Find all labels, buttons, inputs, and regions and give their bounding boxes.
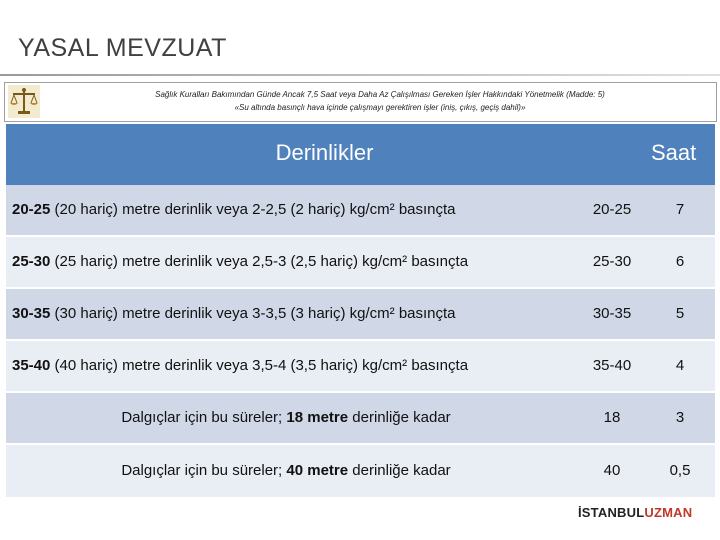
table-header <box>6 124 715 185</box>
header-depth: Derinlikler <box>275 140 374 165</box>
row-range: 18 <box>603 409 621 426</box>
row-range: 20-25 <box>592 201 632 218</box>
brand-logo <box>578 505 692 520</box>
row-description: 25-30 (25 hariç) metre derinlik veya 2,5-3 (2,5 hariç) kg/cm² basınçta <box>12 253 469 270</box>
table-row <box>6 339 715 391</box>
depth-hours-table <box>6 124 715 497</box>
row-description: 35-40 (40 hariç) metre derinlik veya 3,5-4 (3,5 hariç) kg/cm² basınçta <box>12 357 469 374</box>
header-hours: Saat <box>651 140 697 165</box>
row-description: 20-25 (20 hariç) metre derinlik veya 2-2,5 (2 hariç) kg/cm² basınçta <box>12 201 456 218</box>
row-range: 40 <box>603 462 621 479</box>
row-description: Dalgıçlar için bu süreler; 18 metre derinliğe kadar <box>121 409 451 426</box>
scales-of-justice-icon <box>8 85 40 118</box>
row-hours: 3 <box>675 409 685 426</box>
row-hours: 7 <box>675 201 685 218</box>
page-title: YASAL MEVZUAT <box>18 34 227 62</box>
regulation-title: Sağlık Kuralları Bakımından Günde Ancak 7,5 Saat veya Daha Az Çalışılması Gereken İşler Hakkındaki Yönetmelik (Madde: 5) <box>155 90 605 99</box>
row-description: Dalgıçlar için bu süreler; 40 metre derinliğe kadar <box>121 462 451 479</box>
title-divider <box>0 74 720 76</box>
table-row <box>6 235 715 287</box>
brand-main: İSTANBUL <box>578 505 645 520</box>
row-description: 30-35 (30 hariç) metre derinlik veya 3-3,5 (3 hariç) kg/cm² basınçta <box>12 305 456 322</box>
row-range: 35-40 <box>592 357 632 374</box>
table-row <box>6 185 715 235</box>
regulation-reference-box <box>4 82 717 122</box>
table-row <box>6 287 715 339</box>
table-row-divers <box>6 443 715 497</box>
row-hours: 0,5 <box>669 462 691 479</box>
row-hours: 5 <box>675 305 685 322</box>
table-row-divers <box>6 391 715 443</box>
row-range: 30-35 <box>592 305 632 322</box>
regulation-subtitle: «Su altında basınçlı hava içinde çalışmayı gerektiren işler (iniş, çıkış, geçiş dahil)» <box>234 103 526 112</box>
row-hours: 6 <box>675 253 685 270</box>
brand-accent: UZMAN <box>644 505 693 520</box>
row-range: 25-30 <box>592 253 632 270</box>
row-hours: 4 <box>675 357 685 374</box>
